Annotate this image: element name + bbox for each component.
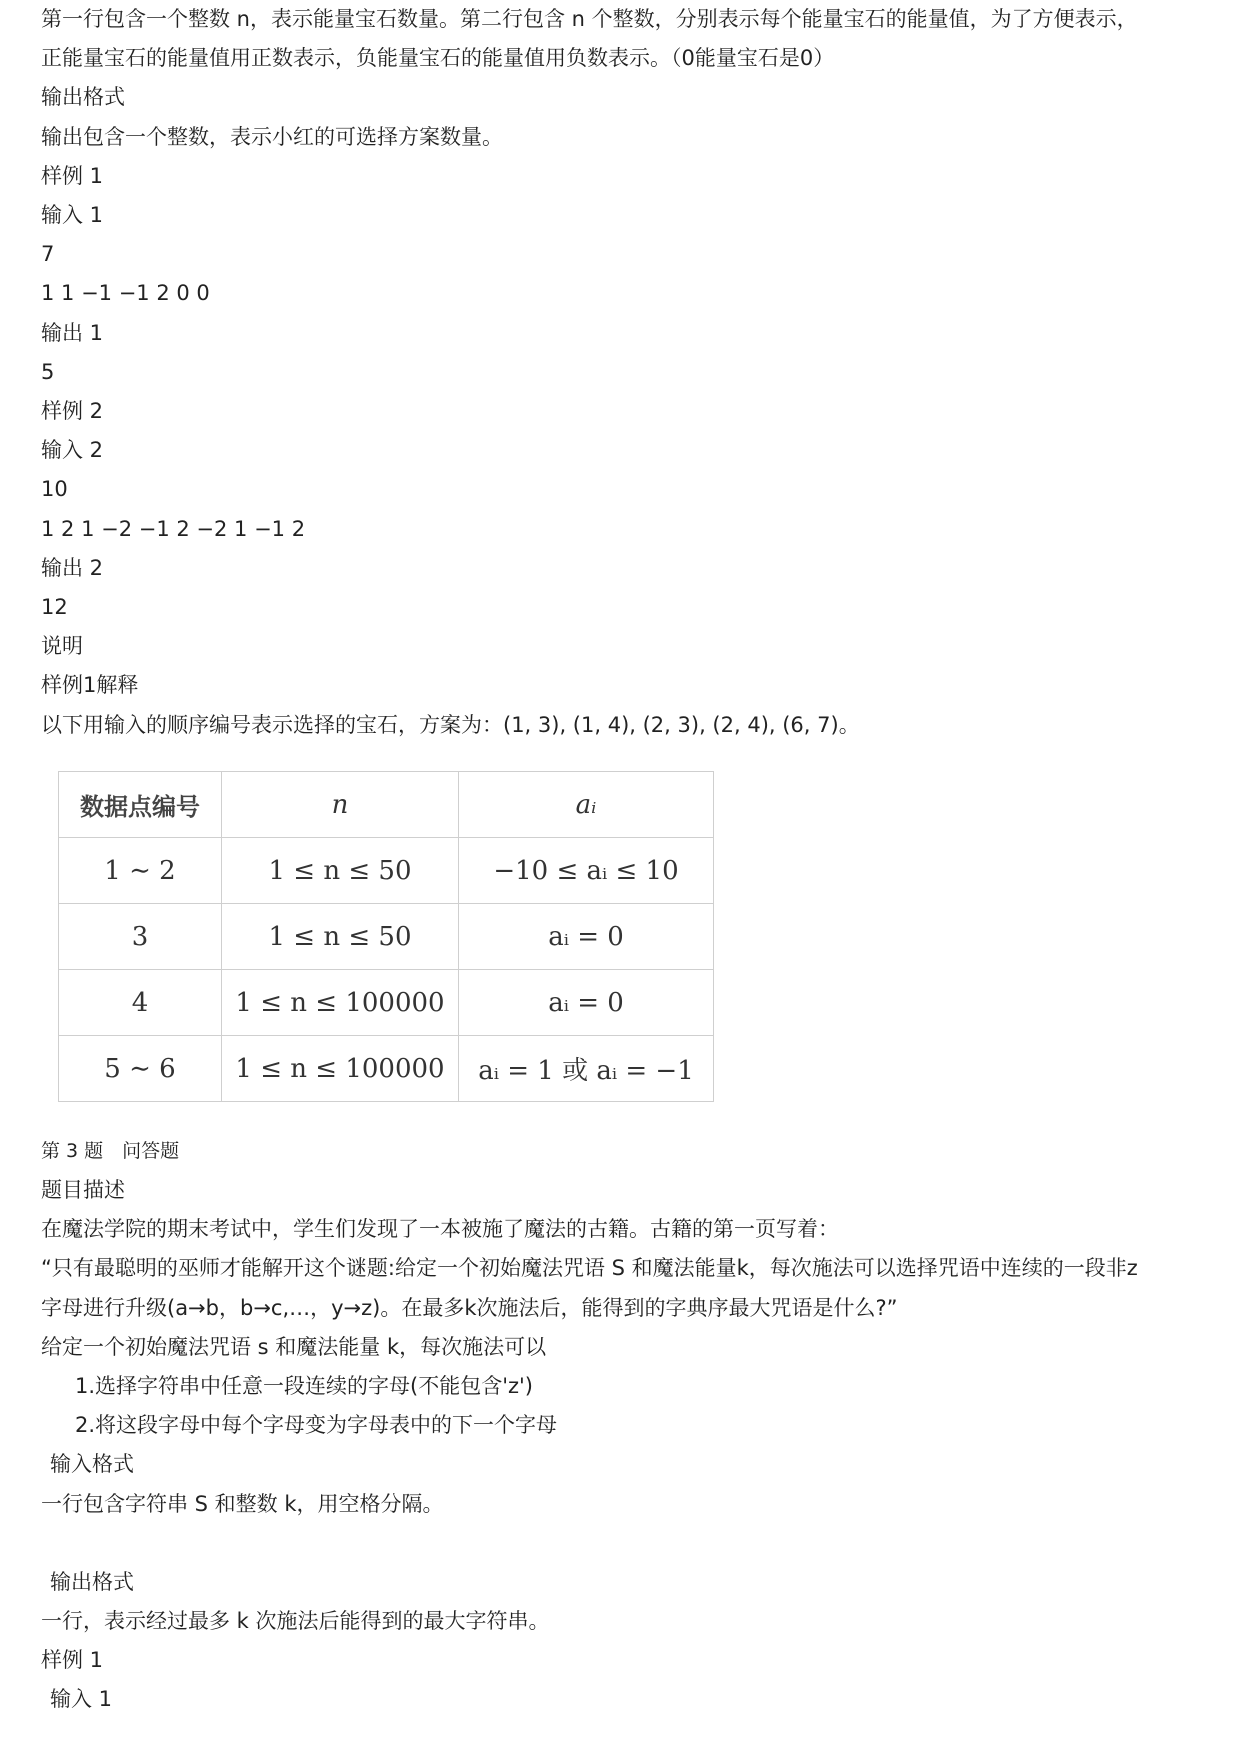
cell-testcase: 1 ∼ 2 [59,838,222,904]
question-3-sample-title: 样例 1 [41,1648,104,1673]
question-3 [41,1132,1138,1720]
input-format-line-1: 第一行包含一个整数 n，表示能量宝石数量。第二行包含 n 个整数，分别表示每个能量宝石的能量值，为了方便表示， [41,7,1138,31]
sample-1-input-label: 输入 1 [41,203,104,228]
sample-1-output-value: 5 [41,359,55,384]
question-3-input-desc: 一行包含字符串 S 和整数 k，用空格分隔。 [41,1491,444,1516]
header-testcase-id: 数据点编号 [59,772,222,838]
blank-line [41,1524,1138,1563]
cell-ai-range: −10 ≤ aᵢ ≤ 10 [459,838,714,904]
table-row [59,970,714,1036]
sample-2-output-value: 12 [41,595,68,620]
sample-2-input-label: 输入 2 [41,438,104,463]
question-3-output-title: 输出格式 [50,1569,134,1594]
table-row [59,1036,714,1102]
cell-n-range: 1 ≤ n ≤ 100000 [222,970,459,1036]
header-ai: aᵢ [459,772,714,838]
data-range-table [58,771,714,1102]
output-format-title: 输出格式 [41,85,125,110]
sample-2-title: 样例 2 [41,399,104,424]
input-format-line-2: 正能量宝石的能量值用正数表示，负能量宝石的能量值用负数表示。（0能量宝石是0） [41,46,835,71]
sample-1-output-label: 输出 1 [41,320,104,345]
sample-1-title: 样例 1 [41,163,104,188]
cell-n-range: 1 ≤ n ≤ 50 [222,838,459,904]
table-row [59,904,714,970]
question-3-step-2: 2.将这段字母中每个字母变为字母表中的下一个字母 [75,1413,558,1438]
question-3-desc-line-1: 在魔法学院的期末考试中，学生们发现了一本被施了魔法的古籍。古籍的第一页写着： [41,1217,839,1242]
cell-n-range: 1 ≤ n ≤ 100000 [222,1036,459,1102]
question-3-desc-line-4: 给定一个初始魔法咒语 s 和魔法能量 k，每次施法可以 [41,1334,547,1359]
question-3-desc-line-3: 字母进行升级(a→b，b→c,…，y→z)。在最多k次施法后，能得到的字典序最大咒语是什么?” [41,1295,898,1320]
cell-ai-range: aᵢ = 0 [459,904,714,970]
explanation-title: 说明 [41,634,83,659]
header-n: n [222,772,459,838]
question-3-output-desc: 一行，表示经过最多 k 次施法后能得到的最大字符串。 [41,1609,550,1634]
table-row [59,838,714,904]
problem-2-continuation [41,0,1138,745]
cell-testcase: 4 [59,970,222,1036]
sample-2-output-label: 输出 2 [41,555,104,580]
question-3-desc-title: 题目描述 [41,1178,125,1202]
question-3-heading: 第 3 题 问答题 [41,1140,180,1162]
cell-n-range: 1 ≤ n ≤ 50 [222,904,459,970]
cell-testcase: 5 ∼ 6 [59,1036,222,1102]
sample-2-input-n: 10 [41,477,68,502]
question-3-step-1: 1.选择字符串中任意一段连续的字母(不能包含'z') [75,1374,533,1399]
sample-1-input-values: 1 1 −1 −1 2 0 0 [41,281,210,306]
sample-1-input-n: 7 [41,242,55,267]
question-3-sample-input-label: 输入 1 [50,1687,113,1712]
cell-ai-range: aᵢ = 0 [459,970,714,1036]
table-header-row [59,772,714,838]
sample-1-explanation-title: 样例1解释 [41,673,139,698]
sample-1-explanation-text: 以下用输入的顺序编号表示选择的宝石，方案为：(1, 3), (1, 4), (2, 3), (2, 4), (6, 7)。 [41,712,860,737]
question-3-desc-line-2: “只有最聪明的巫师才能解开这个谜题:给定一个初始魔法咒语 S 和魔法能量k，每次施法可以选择咒语中连续的一段非z [41,1256,1138,1281]
sample-2-input-values: 1 2 1 −2 −1 2 −2 1 −1 2 [41,516,306,541]
cell-testcase: 3 [59,904,222,970]
cell-ai-range: aᵢ = 1 或 aᵢ = −1 [459,1036,714,1102]
question-3-input-title: 输入格式 [50,1452,134,1477]
output-format-desc: 输出包含一个整数，表示小红的可选择方案数量。 [41,124,503,149]
